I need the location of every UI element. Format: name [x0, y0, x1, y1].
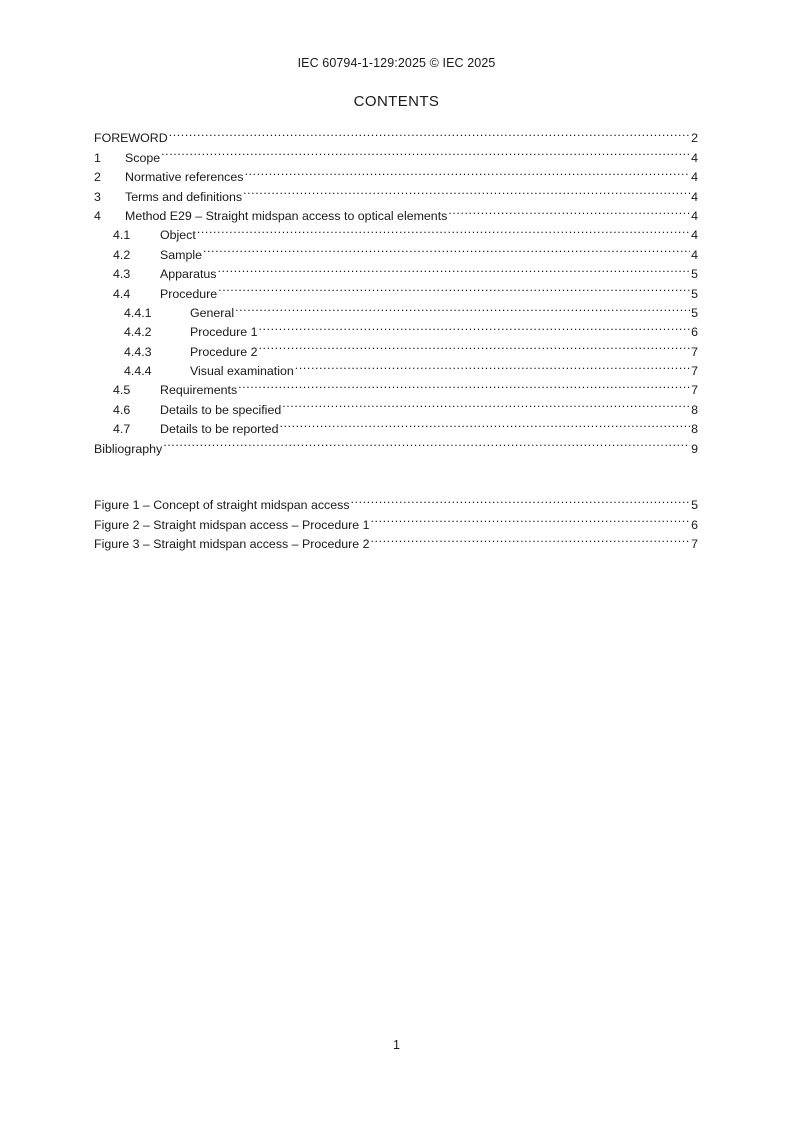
toc-entry-label: Bibliography [94, 441, 163, 456]
toc-entry-page: 4 [691, 170, 698, 185]
figure-entry-label: Figure 3 – Straight midspan access – Procedure 2 [94, 537, 370, 552]
toc-entry-number: 3 [94, 189, 101, 204]
toc-entry-number: 4.4.1 [124, 305, 152, 320]
leader-dots [163, 433, 690, 452]
toc-entry-label: Procedure 1 [190, 325, 258, 340]
figure-entry-page: 5 [691, 498, 698, 513]
leader-dots [351, 490, 691, 509]
toc-entry-page: 4 [691, 247, 698, 262]
toc-entry-label: Scope [125, 150, 161, 165]
toc-entry-number: 1 [94, 150, 101, 165]
toc-entry-page: 7 [691, 344, 698, 359]
leader-dots [282, 394, 690, 413]
toc-entry-page: 7 [691, 364, 698, 379]
toc-entry-number: 4.4.4 [124, 364, 152, 379]
leader-dots [203, 239, 690, 258]
toc-entry-number: 4.2 [113, 247, 131, 262]
toc-entry-foreword[interactable] [94, 123, 698, 146]
toc-entry-label: Object [160, 228, 196, 243]
toc-entry-number: 4.1 [113, 228, 131, 243]
toc-entry-bibliography[interactable] [94, 433, 698, 456]
leader-dots [259, 336, 691, 355]
leader-dots [244, 162, 690, 181]
toc-entry-number: 4.3 [113, 267, 131, 282]
toc-entry-page: 4 [691, 150, 698, 165]
leader-dots [217, 259, 690, 278]
document-header: IEC 60794-1-129:2025 © IEC 2025 [297, 56, 496, 70]
toc-entry-label: Procedure 2 [190, 344, 258, 359]
leader-dots [218, 278, 690, 297]
toc-entry-page: 4 [691, 189, 698, 204]
leader-dots [243, 181, 690, 200]
toc-entry-label: FOREWORD [94, 131, 168, 146]
toc-entry-label: Normative references [125, 170, 244, 185]
toc-entry-page: 8 [691, 402, 698, 417]
figure-entry-page: 6 [691, 517, 698, 532]
toc-entry-label: General [190, 305, 235, 320]
figure-entry-label: Figure 1 – Concept of straight midspan access [94, 498, 350, 513]
toc-entry-label: Procedure [160, 286, 218, 301]
toc-entry-number: 4 [94, 208, 101, 223]
leader-dots [238, 375, 690, 394]
leader-dots [161, 142, 690, 161]
toc-entry-page: 2 [691, 131, 698, 146]
toc-entry-number: 4.4 [113, 286, 131, 301]
leader-dots [169, 123, 690, 142]
leader-dots [279, 414, 690, 433]
leader-dots [259, 317, 691, 336]
toc-entry-label: Method E29 – Straight midspan access to optical elements [125, 208, 448, 223]
list-of-figures [94, 490, 698, 552]
figure-entry-label: Figure 2 – Straight midspan access – Procedure 1 [94, 517, 370, 532]
toc-entry-page: 8 [691, 422, 698, 437]
toc-entry-label: Requirements [160, 383, 238, 398]
toc-entry-number: 4.7 [113, 422, 131, 437]
leader-dots [371, 509, 691, 528]
toc-entry-number: 4.4.2 [124, 325, 152, 340]
toc-entry-page: 6 [691, 325, 698, 340]
leader-dots [371, 529, 691, 548]
toc-entry-number: 4.5 [113, 383, 131, 398]
page-number: 1 [393, 1038, 400, 1052]
toc-entry-scope[interactable] [94, 142, 698, 165]
toc-entry-number: 2 [94, 170, 101, 185]
toc-entry-page: 4 [691, 208, 698, 223]
toc-entry-number: 4.4.3 [124, 344, 152, 359]
toc-entry-page: 5 [691, 286, 698, 301]
toc-entry-page: 5 [691, 305, 698, 320]
toc-entry-label: Terms and definitions [125, 189, 243, 204]
leader-dots [235, 298, 690, 317]
toc-entry-label: Apparatus [160, 267, 217, 282]
toc-entry-page: 4 [691, 228, 698, 243]
toc-entry-label: Sample [160, 247, 203, 262]
contents-title: CONTENTS [353, 93, 440, 110]
toc-entry-label: Details to be specified [160, 402, 282, 417]
toc-entry-normative-references[interactable] [94, 162, 698, 185]
toc-entry-page: 7 [691, 383, 698, 398]
toc-entry-label: Visual examination [190, 364, 294, 379]
leader-dots [448, 201, 690, 220]
table-of-contents [94, 123, 698, 456]
toc-entry-number: 4.6 [113, 402, 131, 417]
toc-entry-page: 9 [691, 441, 698, 456]
toc-entry-page: 5 [691, 267, 698, 282]
figure-entry-1[interactable] [94, 490, 698, 513]
leader-dots [295, 356, 690, 375]
figure-entry-page: 7 [691, 537, 698, 552]
leader-dots [197, 220, 690, 239]
toc-entry-label: Details to be reported [160, 422, 279, 437]
